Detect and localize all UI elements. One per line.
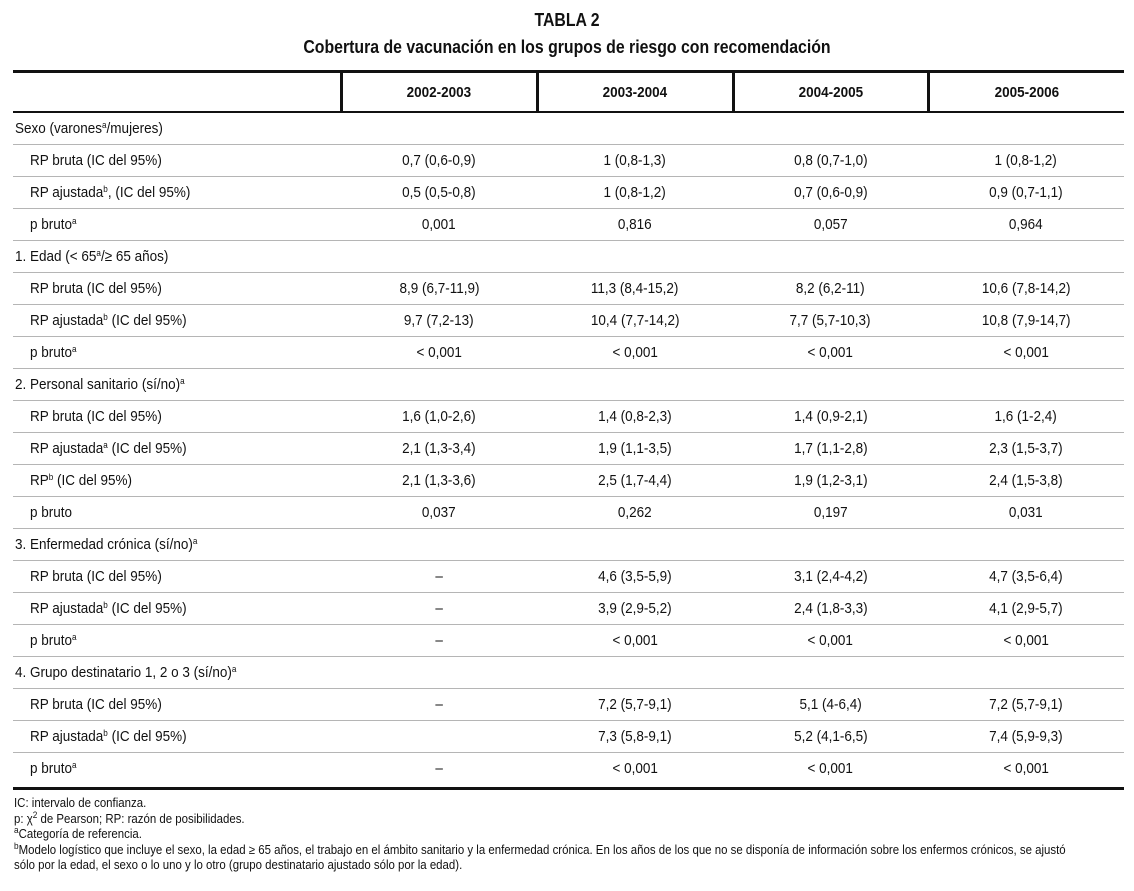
table-row (13, 209, 1124, 241)
row-label: p bruto$^a$ (13, 209, 341, 241)
footnote-marker: a (72, 632, 77, 642)
table-row (13, 625, 1124, 657)
value-cell: 0,8 (0,7-1,0) (733, 145, 928, 177)
value-cell: 0,197 (733, 497, 928, 529)
value-cell: < 0,001 (341, 337, 537, 369)
value-cell (928, 241, 1124, 273)
footnote-b: $^b$Modelo logístico que incluye el sexo, la edad ≥ 65 años, el trabajo en el ámbito sanitario y la enfermedad crónica. En los años de los que no se disponía de información sobre los enfermos crónicos, se ajustó (14, 840, 1066, 857)
value-cell: < 0,001 (537, 337, 733, 369)
value-cell: 10,4 (7,7-14,2) (537, 305, 733, 337)
table-row (13, 465, 1124, 497)
value-cell (733, 241, 928, 273)
table-row (13, 273, 1124, 305)
group-row (13, 112, 1124, 145)
table-footnotes (14, 796, 1094, 874)
value-cell (341, 369, 537, 401)
value-cell: 3,9 (2,9-5,2) (537, 593, 733, 625)
group-label: Sexo (varones$^a$/mujeres) (13, 112, 341, 145)
value-cell: 2,1 (1,3-3,4) (341, 433, 537, 465)
footnote-marker: a (72, 344, 77, 354)
value-cell: – (341, 689, 537, 721)
value-cell: 0,7 (0,6-0,9) (733, 177, 928, 209)
value-cell: 5,2 (4,1-6,5) (733, 721, 928, 753)
value-cell (537, 241, 733, 273)
row-label: RP bruta (IC del 95%) (13, 401, 341, 433)
value-cell: 1,6 (1,0-2,6) (341, 401, 537, 433)
row-label: RP ajustada$^b$ (IC del 95%) (13, 305, 341, 337)
value-cell: 0,001 (341, 209, 537, 241)
column-header: 2004-2005 (733, 73, 928, 112)
value-cell: 4,1 (2,9-5,7) (928, 593, 1124, 625)
value-cell: 4,7 (3,5-6,4) (928, 561, 1124, 593)
row-label: RP ajustada$^a$ (IC del 95%) (13, 433, 341, 465)
value-cell: 0,037 (341, 497, 537, 529)
value-cell (733, 369, 928, 401)
value-cell (537, 529, 733, 561)
value-cell: 1 (0,8-1,2) (537, 177, 733, 209)
row-label: p bruto (13, 497, 341, 529)
value-cell: 4,6 (3,5-5,9) (537, 561, 733, 593)
table-number: TABLA 2 (534, 10, 600, 30)
value-cell: < 0,001 (733, 625, 928, 657)
row-label: p bruto$^a$ (30, 760, 77, 777)
value-cell: 7,7 (5,7-10,3) (733, 305, 928, 337)
value-cell (341, 657, 537, 689)
value-cell: 1 (0,8-1,3) (537, 145, 733, 177)
value-cell: 7,3 (5,8-9,1) (537, 721, 733, 753)
value-cell: < 0,001 (928, 337, 1124, 369)
footnote-marker: b (48, 472, 54, 482)
value-cell: 1,4 (0,9-2,1) (733, 401, 928, 433)
value-cell (733, 529, 928, 561)
value-cell (733, 657, 928, 689)
footnote-marker: a (192, 536, 198, 546)
value-cell (537, 112, 733, 145)
value-cell: 0,057 (733, 209, 928, 241)
row-label: RP ajustada$^b$, (IC del 95%) (13, 177, 341, 209)
row-label: RP ajustada$^b$ (IC del 95%) (13, 593, 341, 625)
value-cell: 7,4 (5,9-9,3) (928, 721, 1124, 753)
table-row (13, 305, 1124, 337)
group-label: 2. Personal sanitario (sí/no)$^a$ (13, 369, 341, 401)
table-row (13, 753, 1124, 785)
value-cell: – (435, 760, 443, 777)
table-row (13, 145, 1124, 177)
value-cell: 10,8 (7,9-14,7) (928, 305, 1124, 337)
value-cell (537, 657, 733, 689)
table-row (13, 689, 1124, 721)
row-label: RP bruta (IC del 95%) (13, 145, 341, 177)
value-cell: 5,1 (4-6,4) (733, 689, 928, 721)
value-cell (341, 721, 537, 753)
table-row (13, 177, 1124, 209)
value-cell: 1,9 (1,1-3,5) (537, 433, 733, 465)
table-row (13, 401, 1124, 433)
column-header: 2005-2006 (928, 73, 1124, 112)
value-cell (928, 529, 1124, 561)
value-cell: < 0,001 (807, 760, 854, 777)
footnote-marker: b (103, 600, 108, 610)
value-cell: 2,4 (1,5-3,8) (928, 465, 1124, 497)
group-label: 1. Edad (< $65^a/\ge 65$ años) (13, 241, 341, 273)
row-label: RP bruta (IC del 95%) (13, 689, 341, 721)
row-label: $RP^b$ (IC del 95%) (13, 465, 341, 497)
value-cell: 0,9 (0,7-1,1) (928, 177, 1124, 209)
value-cell: 2,3 (1,5-3,7) (928, 433, 1124, 465)
value-cell: 3,1 (2,4-4,2) (733, 561, 928, 593)
footnote-marker: a (96, 248, 101, 258)
header-row (13, 73, 1124, 112)
footnote-marker: a (103, 440, 108, 450)
value-cell: < 0,001 (612, 760, 658, 777)
group-label: 4. Grupo destinatario 1, 2 o 3 (sí/no)$^a$ (13, 657, 341, 689)
footnote-ic: IC: intervalo de confianza. (14, 796, 147, 810)
value-cell: 1,6 (1-2,4) (928, 401, 1124, 433)
row-label: RP ajustada$^b$ (IC del 95%) (13, 721, 341, 753)
value-cell (341, 529, 537, 561)
value-cell: 8,9 (6,7-11,9) (341, 273, 537, 305)
value-cell: – (341, 561, 537, 593)
table-row (13, 721, 1124, 753)
value-cell: 0,031 (928, 497, 1124, 529)
value-cell (537, 369, 733, 401)
vaccination-coverage-table (13, 73, 1124, 784)
footnote-marker: b (103, 184, 108, 194)
value-cell: 1,4 (0,8-2,3) (537, 401, 733, 433)
footnote-b-continued: sólo por la edad, el sexo o lo uno y lo otro (grupo destinatario ajustado sólo por la edad). (14, 858, 463, 872)
footnote-marker: a (102, 120, 107, 130)
value-cell: 8,2 (6,2-11) (733, 273, 928, 305)
value-cell: 1 (0,8-1,2) (928, 145, 1124, 177)
column-header: 2002-2003 (341, 73, 537, 112)
value-cell: 0,5 (0,5-0,8) (341, 177, 537, 209)
value-cell: 10,6 (7,8-14,2) (928, 273, 1124, 305)
group-row (13, 369, 1124, 401)
value-cell (341, 112, 537, 145)
value-cell: – (341, 625, 537, 657)
value-cell: 11,3 (8,4-15,2) (537, 273, 733, 305)
row-label: p bruto$^a$ (13, 337, 341, 369)
footnote-p: p: $\chi^2$ de Pearson; RP: razón de posibilidades. (14, 809, 245, 826)
value-cell: 1,9 (1,2-3,1) (733, 465, 928, 497)
value-cell: < 0,001 (537, 625, 733, 657)
value-cell: 7,2 (5,7-9,1) (537, 689, 733, 721)
table-title: Cobertura de vacunación en los grupos de riesgo con recomendación (303, 37, 831, 57)
group-row (13, 657, 1124, 689)
value-cell (928, 112, 1124, 145)
value-cell: 2,4 (1,8-3,3) (733, 593, 928, 625)
value-cell: 0,7 (0,6-0,9) (341, 145, 537, 177)
row-label: RP bruta (IC del 95%) (13, 273, 341, 305)
footnote-marker: a (180, 376, 185, 386)
table-row (13, 497, 1124, 529)
value-cell: < 0,001 (1003, 760, 1049, 777)
value-cell: < 0,001 (928, 625, 1124, 657)
footnote-marker: b (103, 728, 108, 738)
footnote-marker: b (103, 312, 108, 322)
table-row (13, 433, 1124, 465)
group-row (13, 529, 1124, 561)
value-cell: 1,7 (1,1-2,8) (733, 433, 928, 465)
bottom-rule (13, 787, 1124, 790)
value-cell: 0,816 (537, 209, 733, 241)
footnote-marker: a (72, 216, 77, 226)
row-label: p bruto$^a$ (13, 625, 341, 657)
table-body (13, 112, 1124, 784)
value-cell (928, 657, 1124, 689)
value-cell: – (341, 593, 537, 625)
column-header: 2003-2004 (537, 73, 733, 112)
footnote-a: $^a$Categoría de referencia. (14, 825, 142, 841)
group-row (13, 241, 1124, 273)
header-blank-cell (13, 73, 341, 112)
value-cell: 0,964 (928, 209, 1124, 241)
footnote-marker: a (231, 664, 237, 674)
value-cell: 7,2 (5,7-9,1) (928, 689, 1124, 721)
value-cell: 0,262 (537, 497, 733, 529)
table-row (13, 337, 1124, 369)
row-label: RP bruta (IC del 95%) (13, 561, 341, 593)
value-cell: < 0,001 (733, 337, 928, 369)
value-cell (341, 241, 537, 273)
group-label: 3. Enfermedad crónica (sí/no)$^a$ (13, 529, 341, 561)
value-cell (928, 369, 1124, 401)
value-cell: 2,5 (1,7-4,4) (537, 465, 733, 497)
value-cell: 2,1 (1,3-3,6) (341, 465, 537, 497)
footnote-marker: a (72, 760, 77, 770)
value-cell: 9,7 (7,2-13) (341, 305, 537, 337)
table-row (13, 593, 1124, 625)
value-cell (733, 112, 928, 145)
table-row (13, 561, 1124, 593)
